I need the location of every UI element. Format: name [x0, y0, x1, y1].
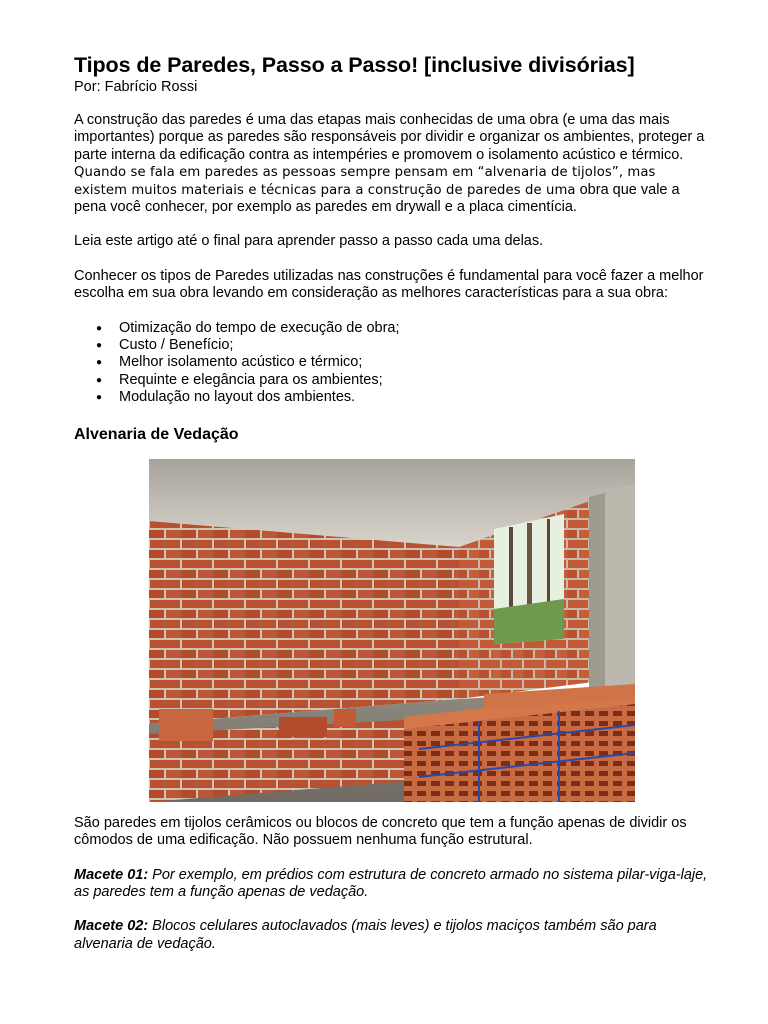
tip-1-text: Por exemplo, em prédios com estrutura de concreto armado no sistema pilar-viga-laje, as paredes tem a função apenas de vedação. — [74, 866, 708, 900]
list-item — [74, 372, 710, 389]
list-item — [74, 320, 710, 337]
tip-2 — [74, 918, 710, 953]
tip-1 — [74, 867, 710, 902]
tip-1-label: Macete 01: — [74, 866, 149, 883]
list-item — [74, 389, 710, 406]
bullet-icon: ● — [96, 374, 103, 386]
bullet-icon: ● — [96, 340, 103, 352]
list-item-text: Custo / Benefício; — [119, 337, 234, 354]
list-item-text: Modulação no layout dos ambientes. — [119, 389, 356, 406]
bullet-icon: ● — [96, 392, 103, 404]
tip-2-label: Macete 02: — [74, 918, 149, 935]
list-item-text: Melhor isolamento acústico e térmico; — [119, 354, 363, 371]
bullet-icon: ● — [96, 357, 103, 369]
intro-paragraph — [74, 112, 710, 216]
list-item — [74, 354, 710, 371]
section-paragraph: São paredes em tijolos cerâmicos ou blocos de concreto que tem a função apenas de dividir os cômodos de uma edificação. Não possuem nenhuma função estrutural. — [74, 814, 687, 849]
author-line: Por: Fabrício Rossi — [74, 79, 198, 95]
brick-wall-photo — [149, 459, 635, 802]
document-title: Tipos de Paredes, Passo a Passo! [inclusive divisórias] — [74, 53, 635, 77]
intro-text-1: A construção das paredes é uma das etapas mais conhecidas de uma obra (e uma das mais importantes) porque as paredes são responsáveis por dividir e organizar os ambientes, proteger a parte interna da edificação contra as intempéries e promovem o isolamento acústico e térmico. — [74, 112, 705, 163]
intro-text-2: Quando se fala em paredes as pessoas sempre pensam em “alvenaria de tijolos”, mas existem muitos materiais e técnicas para a construção de paredes de uma — [74, 165, 656, 198]
read-prompt-paragraph: Leia este artigo até o final para aprender passo a passo cada uma delas. — [74, 233, 544, 250]
document-content — [74, 52, 710, 970]
list-item-text: Requinte e elegância para os ambientes; — [119, 371, 383, 388]
section-heading: Alvenaria de Vedação — [74, 425, 239, 443]
list-item-text: Otimização do tempo de execução de obra; — [119, 319, 400, 336]
intro-text-3: obra que vale a pena você conhecer, por exemplo as paredes em drywall e a placa cimentícia. — [74, 181, 680, 216]
tip-2-text: Blocos celulares autoclavados (mais leves) e tijolos maciços também são para alvenaria de vedação. — [74, 918, 657, 952]
list-item — [74, 337, 710, 354]
benefits-list — [74, 320, 710, 407]
bullet-icon: ● — [96, 322, 103, 334]
context-paragraph: Conhecer os tipos de Paredes utilizadas nas construções é fundamental para você fazer a melhor escolha em sua obra levando em consideração as melhores características para a sua obra: — [74, 267, 704, 302]
